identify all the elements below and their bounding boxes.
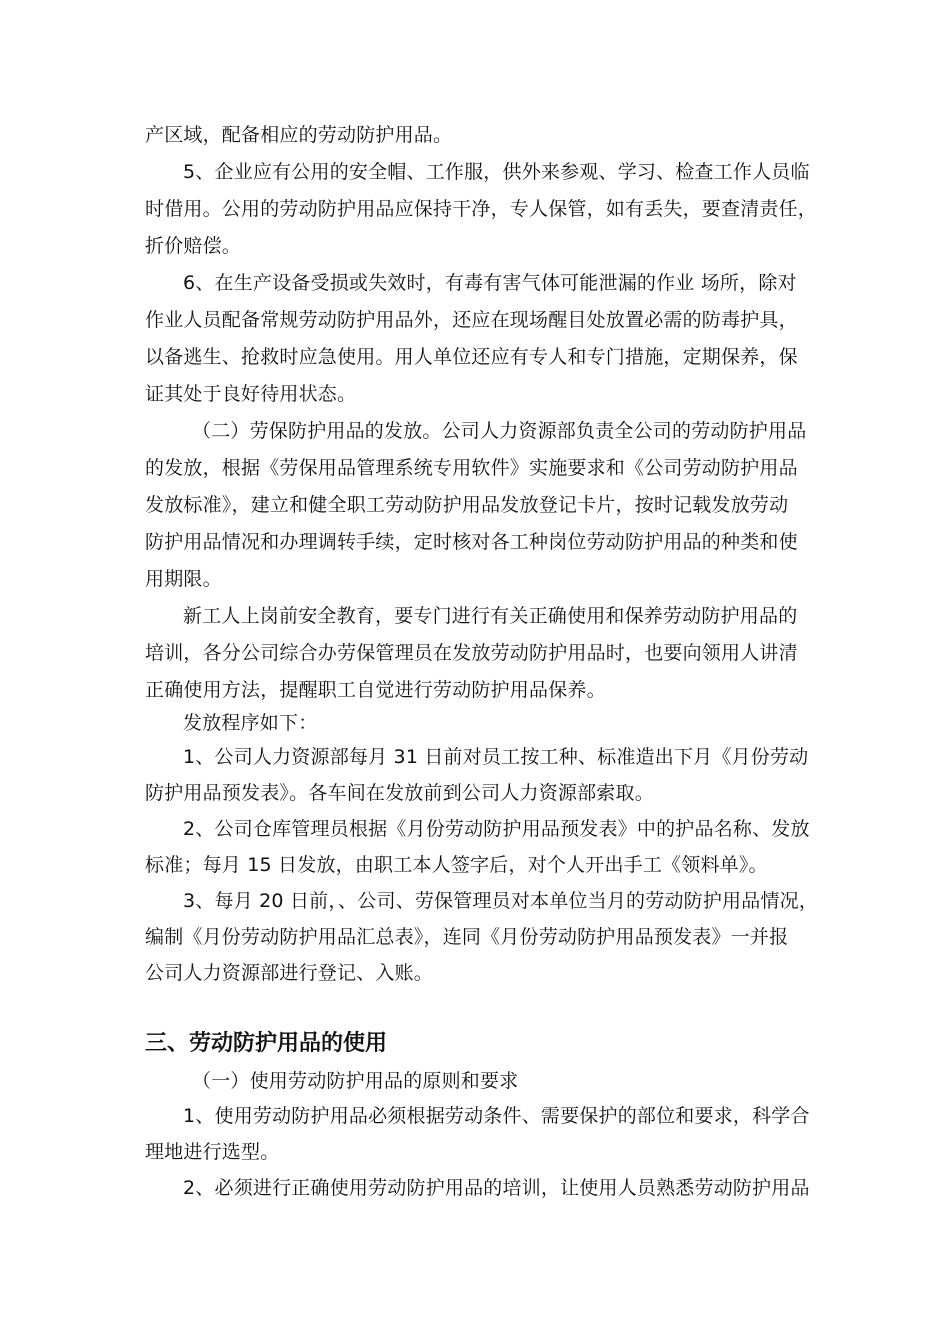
subsection-title: （一）使用劳动防护用品的原则和要求 bbox=[192, 1070, 519, 1092]
text-line: 理地进行选型。 bbox=[145, 1141, 280, 1163]
section-heading: 三、劳动防护用品的使用 bbox=[145, 1031, 388, 1056]
text-line: 以备逃生、抢救时应急使用。用人单位还应有专人和专门措施，定期保养，保 bbox=[145, 346, 798, 368]
text-line: 的发放，根据《劳保用品管理系统专用软件》实施要求和《公司劳动防护用品 bbox=[145, 457, 798, 479]
text-line: （二）劳保防护用品的发放。公司人力资源部负责全公司的劳动防护用品 bbox=[192, 420, 807, 442]
text-line: 5、企业应有公用的安全帽、工作服，供外来参观、学习、检查工作人员临 bbox=[183, 161, 810, 183]
text-line: 产区域，配备相应的劳动防护用品。 bbox=[145, 124, 453, 146]
text-line: 3、每月 20 日前，、公司、劳保管理员对本单位当月的劳动防护用品情况， bbox=[183, 890, 819, 912]
text-line: 6、在生产设备受损或失效时，有毒有害气体可能泄漏的作业 场所，除对 bbox=[183, 272, 797, 294]
text-line: 防护用品预发表》。各车间在发放前到公司人力资源部索取。 bbox=[145, 782, 654, 804]
text-line: 证其处于良好待用状态。 bbox=[145, 383, 357, 405]
text-line: 时借用。公用的劳动防护用品应保持干净，专人保管，如有丢失，要查清责任， bbox=[145, 198, 818, 220]
text-line: 折价赔偿。 bbox=[145, 235, 242, 257]
text-line: 1、公司人力资源部每月 31 日前对员工按工种、标准造出下月《月份劳动 bbox=[183, 746, 809, 768]
text-line: 1、使用劳动防护用品必须根据劳动条件、需要保护的部位和要求，科学合 bbox=[183, 1105, 810, 1127]
text-line: 标准；每月 15 日发放，由职工本人签字后，对个人开出手工《领料单》。 bbox=[145, 854, 768, 876]
text-line: 用期限。 bbox=[145, 568, 222, 590]
text-line: 2、公司仓库管理员根据《月份劳动防护用品预发表》中的护品名称、发放 bbox=[183, 818, 810, 840]
text-line: 培训，各分公司综合办劳保管理员在发放劳动防护用品时，也要向领用人讲清 bbox=[145, 642, 798, 664]
text-line: 正确使用方法，提醒职工自觉进行劳动防护用品保养。 bbox=[145, 679, 606, 701]
text-line: 编制《月份劳动防护用品汇总表》，连同《月份劳动防护用品预发表》一并报 bbox=[145, 926, 789, 948]
text-line: 2、必须进行正确使用劳动防护用品的培训，让使用人员熟悉劳动防护用品 bbox=[183, 1177, 810, 1199]
text-line: 发放标准》，建立和健全职工劳动防护用品发放登记卡片，按时记载发放劳动 bbox=[145, 494, 789, 516]
text-line: 发放程序如下： bbox=[183, 712, 318, 734]
text-line: 新工人上岗前安全教育，要专门进行有关正确使用和保养劳动防护用品的 bbox=[183, 605, 798, 627]
text-line: 公司人力资源部进行登记、入账。 bbox=[145, 962, 434, 984]
text-line: 防护用品情况和办理调转手续，定时核对各工种岗位劳动防护用品的种类和使 bbox=[145, 531, 798, 553]
text-line: 作业人员配备常规劳动防护用品外，还应在现场醒目处放置必需的防毒护具， bbox=[145, 309, 798, 331]
